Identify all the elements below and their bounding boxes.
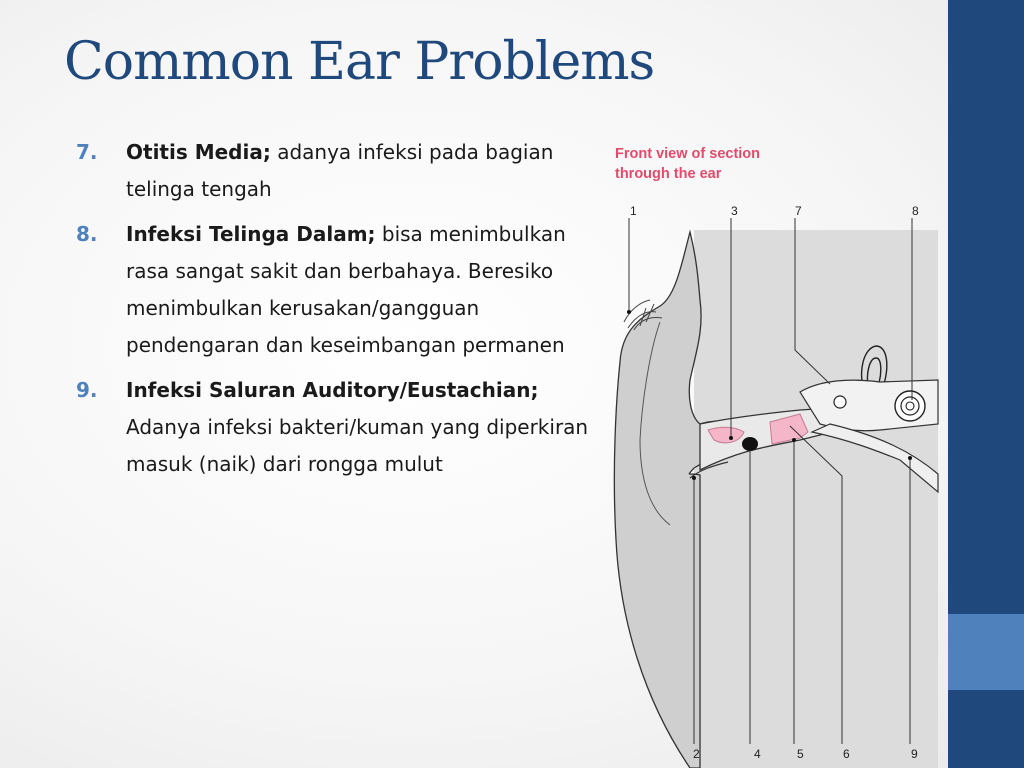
label-9: 9 xyxy=(911,747,918,761)
item-number: 7. xyxy=(76,140,98,164)
item-term: Infeksi Telinga Dalam; xyxy=(126,222,376,246)
item-description: bisa menimbulkan rasa sangat sakit dan berbahaya. Beresiko menimbulkan kerusakan/gangguan pendengaran dan keseimbangan permanen xyxy=(126,222,566,357)
label-6: 6 xyxy=(843,747,850,761)
label-2: 2 xyxy=(693,747,700,761)
item-number: 8. xyxy=(76,222,98,246)
label-5: 5 xyxy=(797,747,804,761)
caption-line-2: through the ear xyxy=(615,166,722,182)
caption-line-1: Front view of section xyxy=(615,146,761,162)
label-1: 1 xyxy=(630,204,637,218)
label-3: 3 xyxy=(731,204,738,218)
item-text xyxy=(126,134,596,208)
diagram-caption xyxy=(615,144,760,184)
list-item xyxy=(76,216,596,364)
label-7: 7 xyxy=(795,204,802,218)
cochlea xyxy=(895,391,925,421)
eardrum-spot xyxy=(742,437,758,451)
item-description: adanya infeksi pada bagian telinga tengah xyxy=(126,140,554,201)
ear-problems-list xyxy=(76,134,596,491)
item-number: 9. xyxy=(76,378,98,402)
item-term: Infeksi Saluran Auditory/Eustachian; xyxy=(126,378,539,402)
list-item xyxy=(76,134,596,208)
ear-section-diagram xyxy=(600,130,945,768)
item-term: Otitis Media; xyxy=(126,140,271,164)
label-8: 8 xyxy=(912,204,919,218)
slide-title: Common Ear Problems xyxy=(64,32,655,92)
sidebar-accent-block xyxy=(948,614,1024,690)
item-description: Adanya infeksi bakteri/kuman yang diperkiran masuk (naik) dari rongga mulut xyxy=(126,415,589,476)
item-text xyxy=(126,372,596,483)
item-text xyxy=(126,216,596,364)
oval-window xyxy=(834,396,846,408)
label-4: 4 xyxy=(754,747,761,761)
list-item xyxy=(76,372,596,483)
